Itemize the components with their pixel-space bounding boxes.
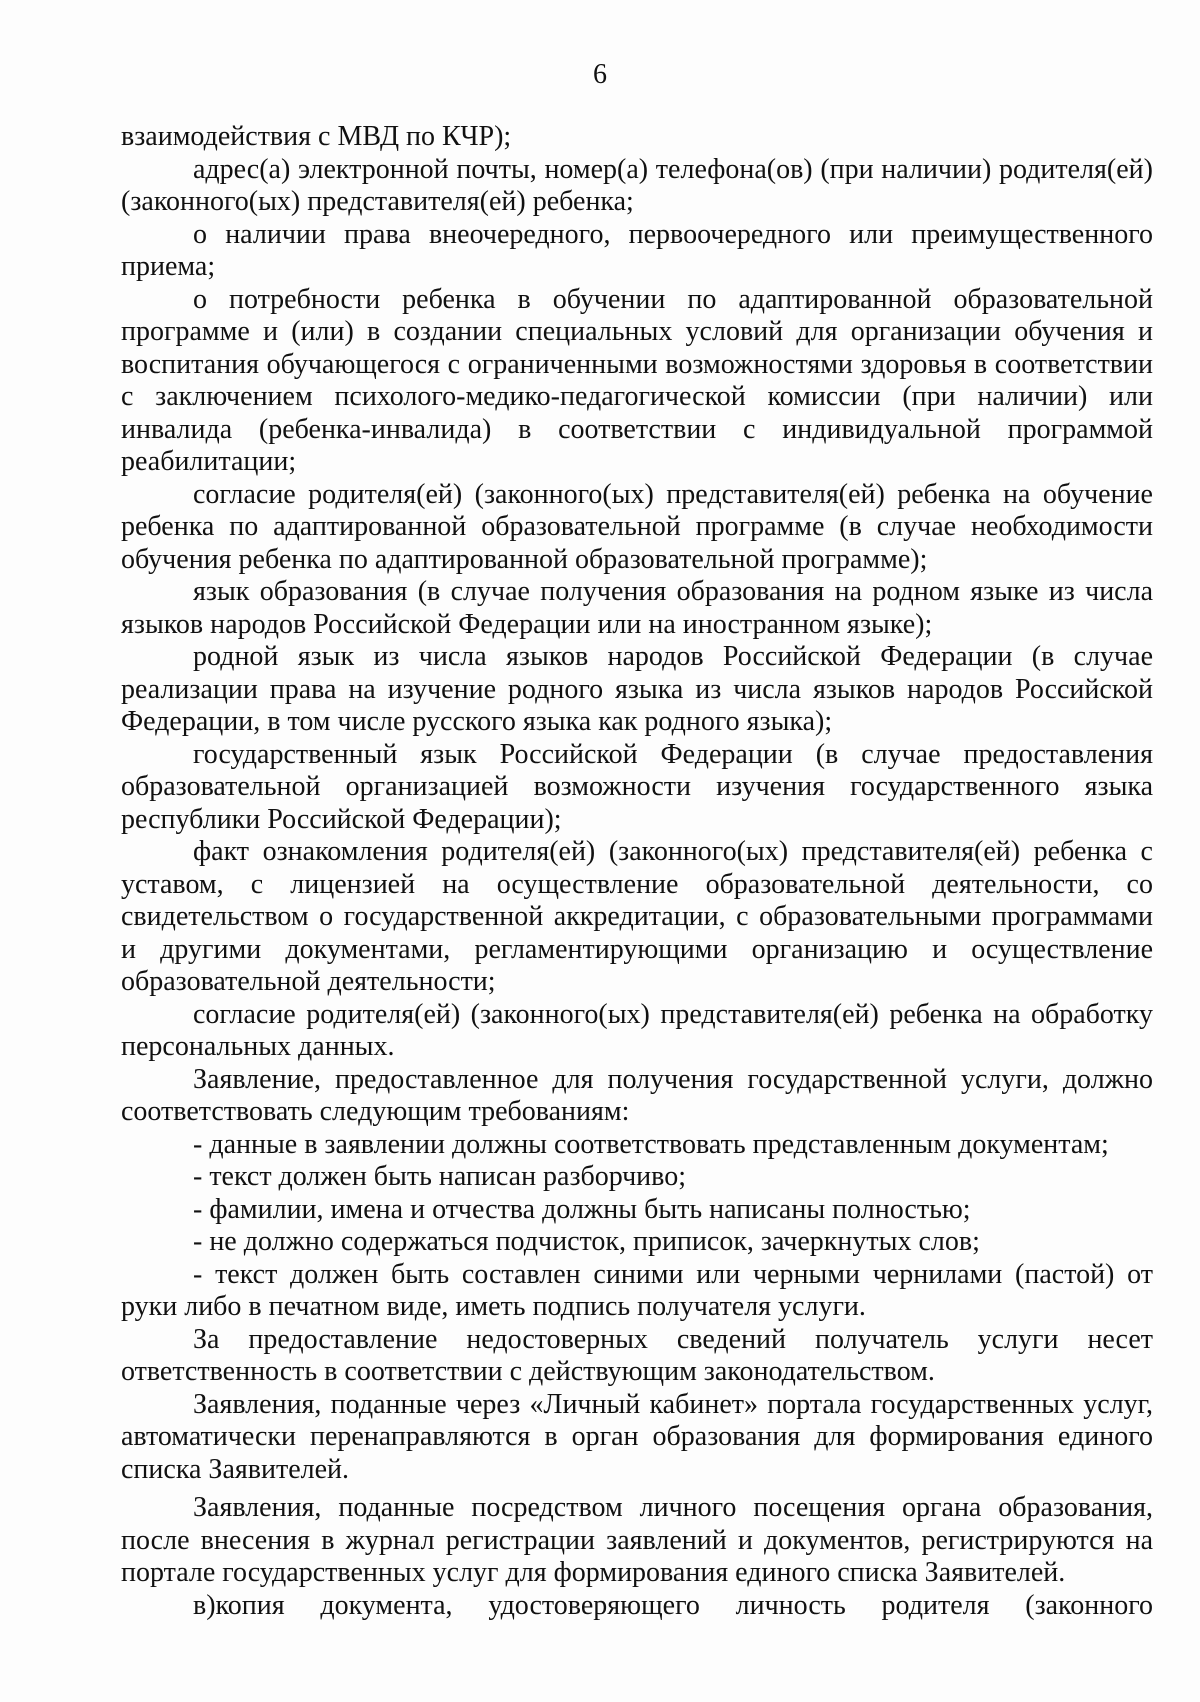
page-number: 6 xyxy=(593,59,607,90)
list-item-1: - данные в заявлении должны соответствовать представленным документам; xyxy=(193,1128,1109,1160)
paragraph-1: взаимодействия с МВД по КЧР); xyxy=(121,121,512,152)
paragraph-11: Заявление, предоставленное для получения государственной услуги, должно соответствовать следующим требованиям: xyxy=(121,1063,1153,1127)
document-body xyxy=(121,121,1153,1622)
paragraph-4: о потребности ребенка в обучении по адаптированной образовательной программе и (или) в создании специальных условий для организации обучения и воспитания обучающегося с ограниченными возможностями здоровья в соответствии с заключением психолого-медико-педагогической комиссии (при наличии) или инвалида (ребенка-инвалида) в соответствии с индивидуальной программой реабилитации; xyxy=(121,283,1153,477)
list-item-2: - текст должен быть написан разборчиво; xyxy=(193,1161,686,1192)
list-item-3: - фамилии, имена и отчества должны быть написаны полностью; xyxy=(193,1193,971,1225)
paragraph-10: согласие родителя(ей) (законного(ых) представителя(ей) ребенка на обработку персональных данных. xyxy=(121,998,1153,1062)
paragraph-6: язык образования (в случае получения образования на родном языке из числа языков народов Российской Федерации или на иностранном языке); xyxy=(121,576,1153,640)
paragraph-13: Заявления, поданные через «Личный кабинет» портала государственных услуг, автоматически перенаправляются в орган образования для формирования единого списка Заявителей. xyxy=(121,1388,1153,1485)
paragraph-9: факт ознакомления родителя(ей) (законного(ых) представителя(ей) ребенка с уставом, с лицензией на осуществление образовательной деятельности, со свидетельством о государственной аккредитации, с образовательными программами и другими документами, регламентирующими организацию и осуществление образовательной деятельности; xyxy=(121,836,1153,997)
paragraph-3: о наличии права внеочередного, первоочередного или преимущественного приема; xyxy=(121,218,1153,282)
paragraph-5: согласие родителя(ей) (законного(ых) представителя(ей) ребенка на обучение ребенка по адаптированной образовательной программе (в случае необходимости обучения ребенка по адаптированной образовательной программе); xyxy=(121,478,1153,575)
paragraph-7: родной язык из числа языков народов Российской Федерации (в случае реализации права на изучение родного языка из числа языков народов Российской Федерации, в том числе русского языка как родного языка); xyxy=(121,641,1153,737)
list-item-5: - текст должен быть составлен синими или черными чернилами (пастой) от руки либо в печатном виде, иметь подпись получателя услуги. xyxy=(121,1258,1153,1322)
paragraph-2: адрес(а) электронной почты, номер(а) телефона(ов) (при наличии) родителя(ей) (законного(ых) представителя(ей) ребенка; xyxy=(121,153,1153,217)
paragraph-14: Заявления, поданные посредством личного посещения органа образования, после внесения в журнал регистрации заявлений и документов, регистрируются на портале государственных услуг для формирования единого списка Заявителей. xyxy=(121,1492,1153,1588)
paragraph-8: государственный язык Российской Федерации (в случае предоставления образовательной организацией возможности изучения государственного языка республики Российской Федерации); xyxy=(121,738,1153,835)
paragraph-12: За предоставление недостоверных сведений получатель услуги несет ответственность в соответствии с действующим законодательством. xyxy=(121,1323,1153,1387)
paragraph-15: в)копия документа, удостоверяющего личность родителя (законного xyxy=(193,1589,1153,1621)
list-item-4: - не должно содержаться подчисток, приписок, зачеркнутых слов; xyxy=(193,1226,980,1257)
